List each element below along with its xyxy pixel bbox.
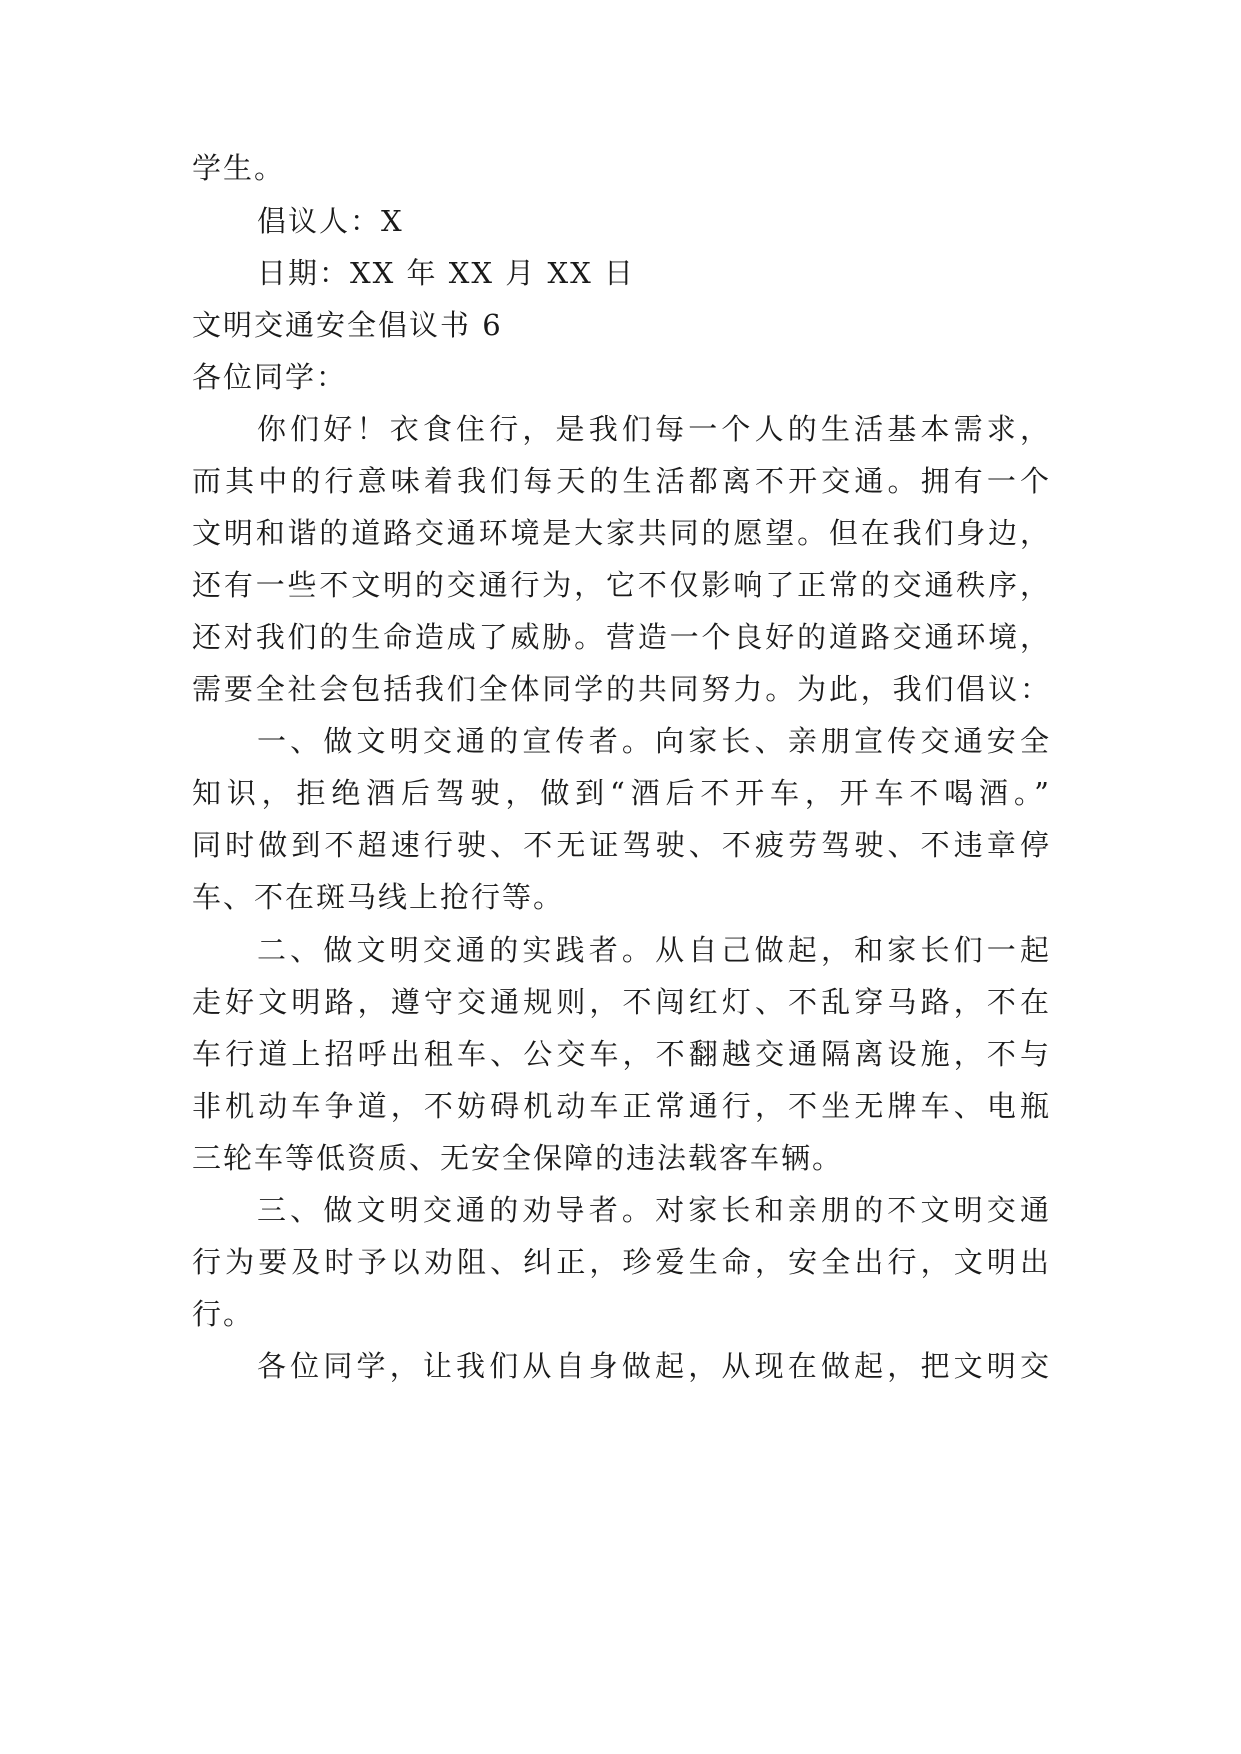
text-line: 而其中的行意味着我们每天的生活都离不开交通。拥有一个 xyxy=(192,464,1049,498)
text-line: 同时做到不超速行驶、不无证驾驶、不疲劳驾驶、不违章停 xyxy=(192,828,1049,862)
text-line: 车行道上招呼出租车、公交车，不翻越交通隔离设施，不与 xyxy=(192,1037,1049,1071)
text-line: 一、做文明交通的宣传者。向家长、亲朋宣传交通安全 xyxy=(257,724,1049,758)
text-line: 三轮车等低资质、无安全保障的违法载客车辆。 xyxy=(192,1141,844,1175)
text-line: 各位同学，让我们从自身做起，从现在做起，把文明交 xyxy=(257,1349,1049,1383)
text-line: 走好文明路，遵守交通规则，不闯红灯、不乱穿马路，不在 xyxy=(192,985,1049,1019)
text-line: 行。 xyxy=(192,1297,255,1331)
text-line: 知识，拒绝酒后驾驶，做到“酒后不开车，开车不喝酒。” xyxy=(192,776,1049,810)
text-line: 行为要及时予以劝阻、纠正，珍爱生命，安全出行，文明出 xyxy=(192,1245,1049,1279)
text-line: 学生。 xyxy=(192,151,286,185)
text-line: 需要全社会包括我们全体同学的共同努力。为此，我们倡议： xyxy=(192,672,1049,706)
text-line: 车、不在斑马线上抢行等。 xyxy=(192,880,565,914)
text-line: 文明和谐的道路交通环境是大家共同的愿望。但在我们身边， xyxy=(192,516,1049,550)
salutation: 各位同学： xyxy=(192,360,348,394)
text-line: 三、做文明交通的劝导者。对家长和亲朋的不文明交通 xyxy=(257,1193,1049,1227)
text-line: 还有一些不文明的交通行为，它不仅影响了正常的交通秩序， xyxy=(192,568,1049,602)
date-line: 日期：XX 年 XX 月 XX 日 xyxy=(257,256,635,290)
text-line: 你们好！衣食住行，是我们每一个人的生活基本需求， xyxy=(257,412,1049,446)
section-title: 文明交通安全倡议书 6 xyxy=(192,308,503,342)
text-line: 非机动车争道，不妨碍机动车正常通行，不坐无牌车、电瓶 xyxy=(192,1089,1049,1123)
text-line: 还对我们的生命造成了威胁。营造一个良好的道路交通环境， xyxy=(192,620,1049,654)
initiator-line: 倡议人：X xyxy=(257,204,404,238)
text-line: 二、做文明交通的实践者。从自己做起，和家长们一起 xyxy=(257,933,1049,967)
